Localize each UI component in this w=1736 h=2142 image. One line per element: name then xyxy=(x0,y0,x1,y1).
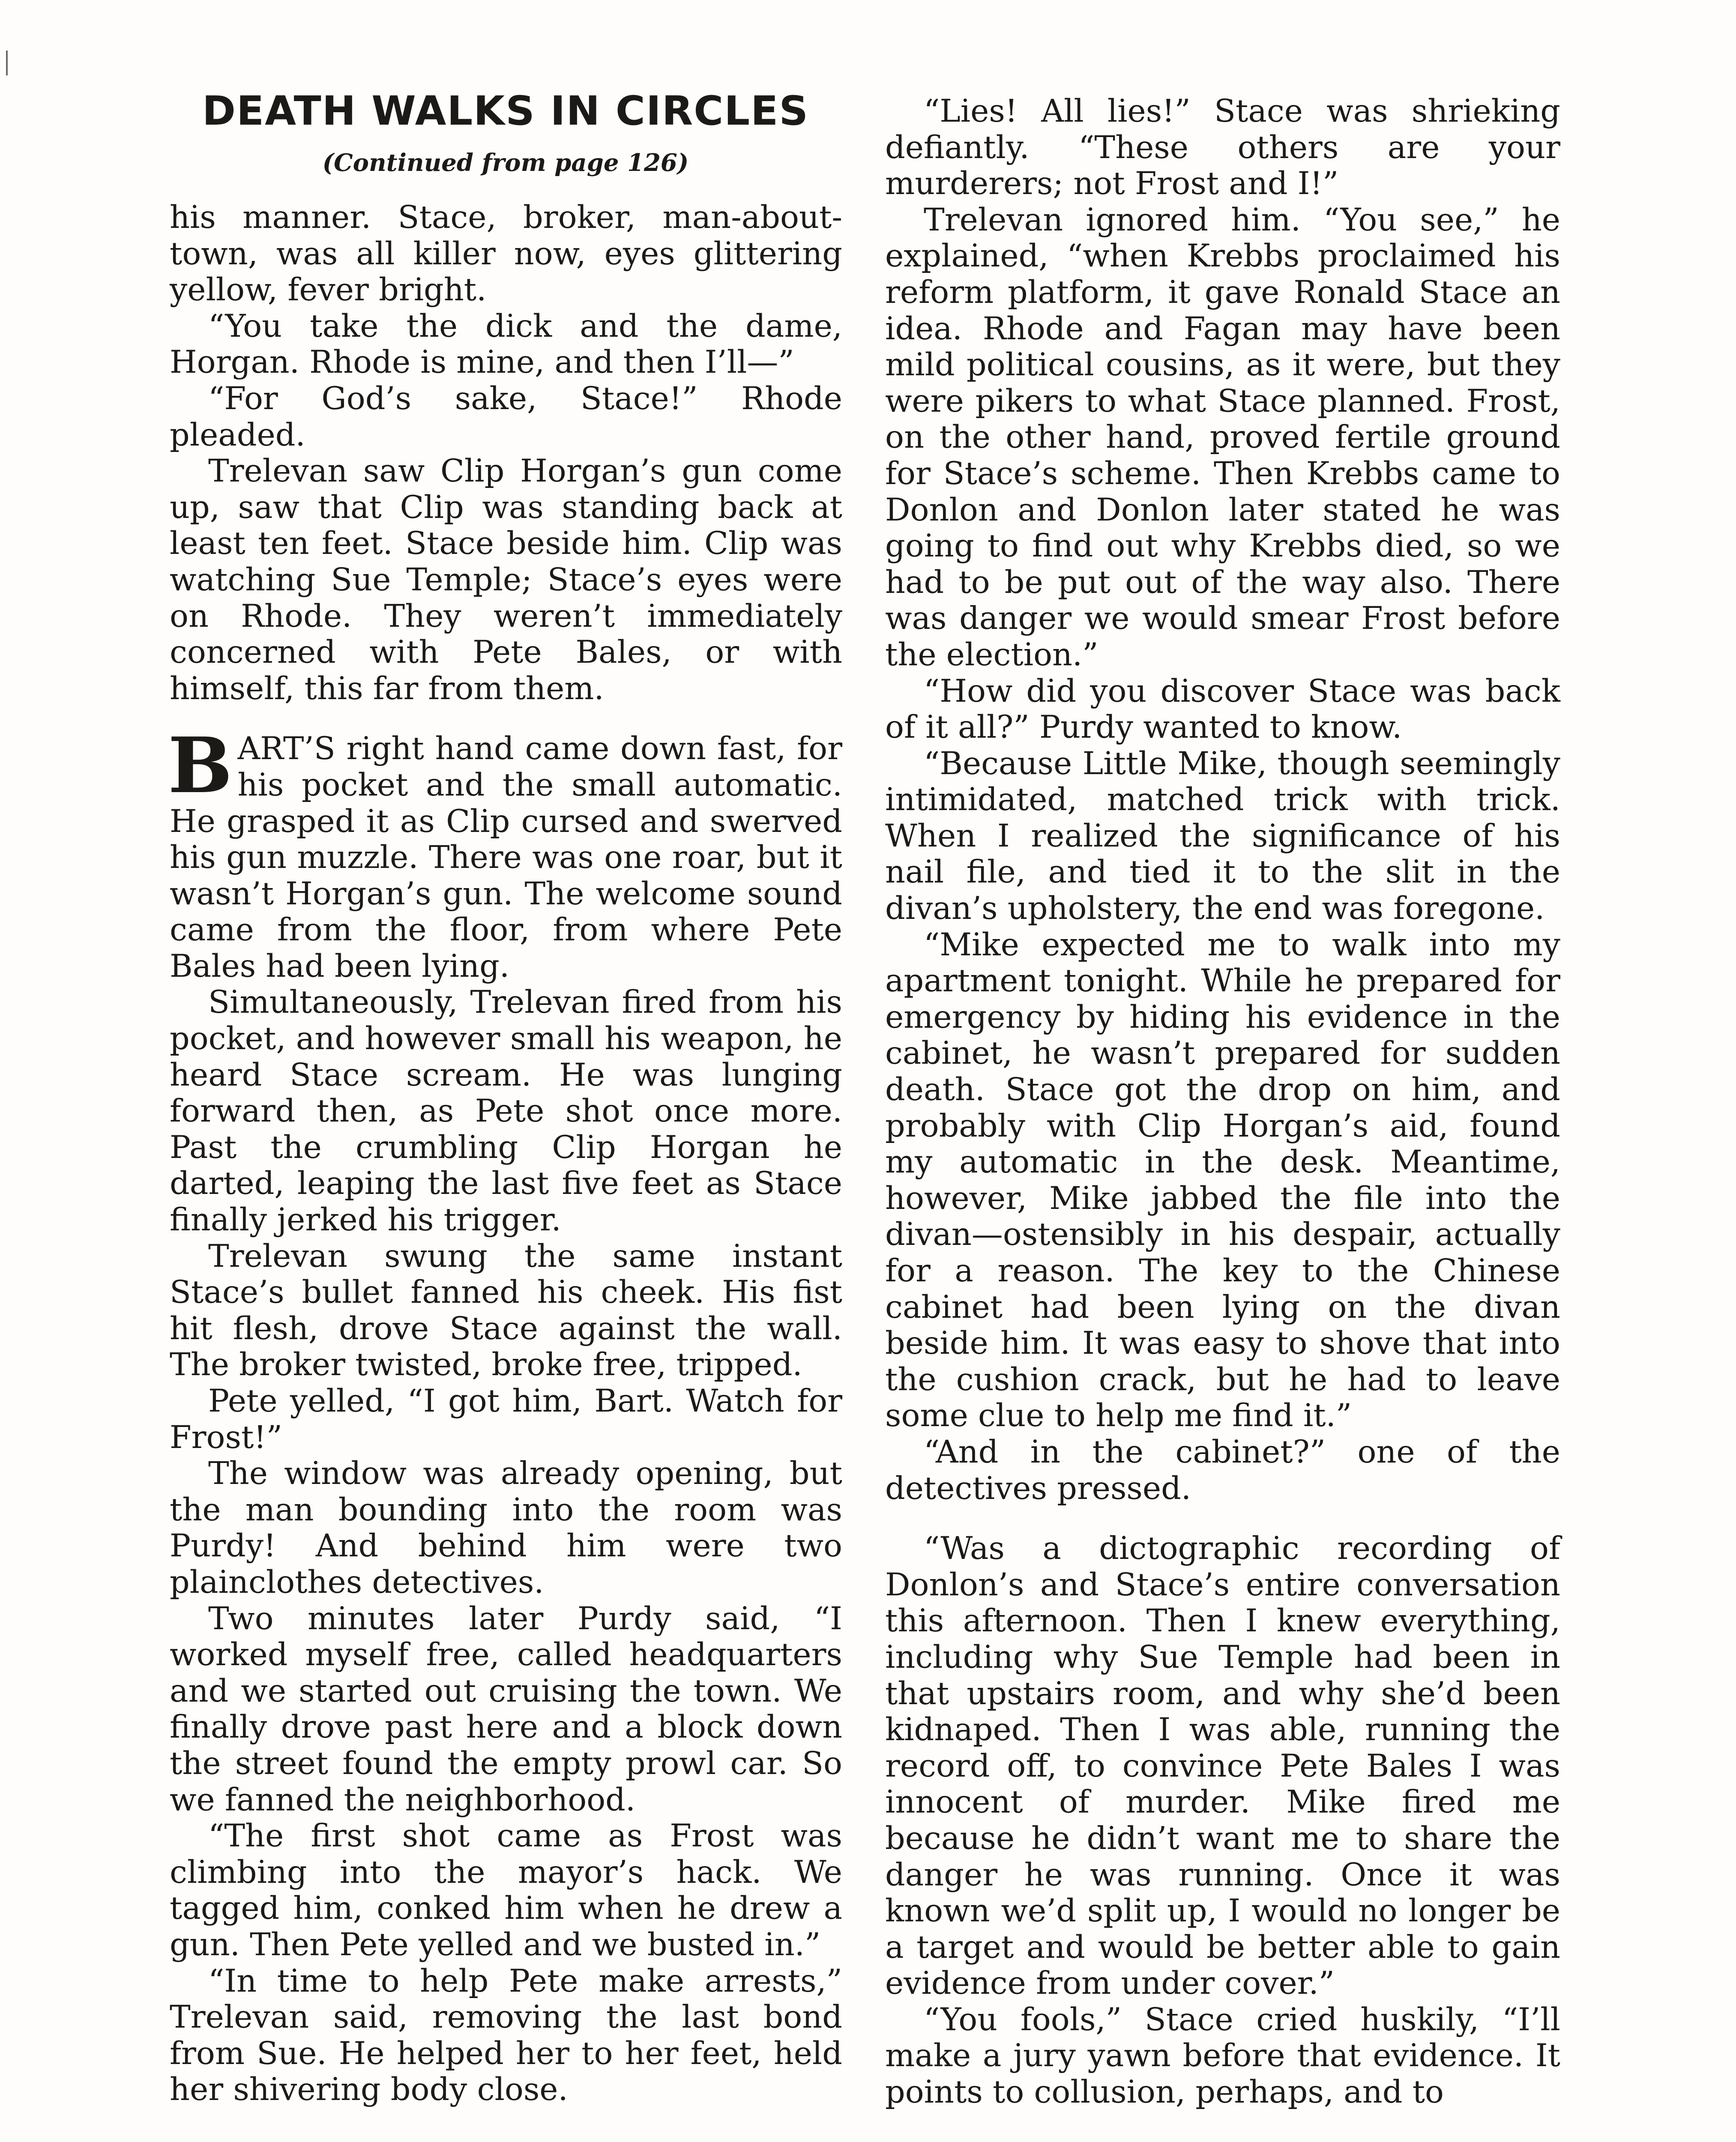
paragraph xyxy=(170,1239,842,1383)
paragraph-text: “And in the cabinet?” one of the detectives pressed. xyxy=(885,1433,1560,1507)
paragraph xyxy=(885,202,1560,673)
paragraph xyxy=(170,200,842,308)
paragraph-text: The window was already opening, but the man bounding into the room was Purdy! And behind him were two plainclothes detectives. xyxy=(170,1455,842,1601)
paragraph-text: “Lies! All lies!” Stace was shrieking defiantly. “These others are your murderers; not Frost and I!” xyxy=(885,93,1560,202)
paragraph xyxy=(170,1383,842,1456)
paragraph-text: “Because Little Mike, though seemingly intimidated, matched trick with trick. When I realized the significance of his nail file, and tied it to the slit in the divan’s upholstery, the end was foregone. xyxy=(885,745,1560,927)
margin-mark xyxy=(6,51,8,75)
paragraph xyxy=(885,1434,1560,1507)
continued-note: (Continued from page 126) xyxy=(322,149,689,177)
paragraph xyxy=(885,93,1560,202)
paragraph xyxy=(170,1963,842,2108)
paragraph xyxy=(885,927,1560,1434)
paragraph xyxy=(170,381,842,453)
paragraph xyxy=(885,1531,1560,2002)
right-column xyxy=(885,93,1560,2111)
paragraph xyxy=(170,1818,842,1963)
paragraph-text: “Mike expected me to walk into my apartment tonight. While he prepared for emergency by hiding his evidence in the cabinet, he wasn’t prepared for sudden death. Stace got the drop on him, and probably with Clip Horgan’s aid, found my automatic in the desk. Meantime, however, Mike jabbed the file into the divan—ostensibly in his despair, actually for a reason. The key to the Chinese cabinet had been lying on the divan beside him. It was easy to shove that into the cushion crack, but he had to leave some clue to help me find it.” xyxy=(885,926,1560,1434)
paragraph-text: Simultaneously, Trelevan fired from his pocket, and however small his weapon, he heard Stace scream. He was lunging forward then, as Pete shot once more. Past the crumbling Clip Horgan he darted, leaping the last five feet as Stace finally jerked his trigger. xyxy=(170,984,842,1239)
paragraph-text: “How did you discover Stace was back of it all?” Purdy wanted to know. xyxy=(885,673,1560,746)
paragraph xyxy=(885,2002,1560,2111)
paragraph xyxy=(170,308,842,381)
drop-cap: B xyxy=(168,721,233,811)
paragraph xyxy=(170,1601,842,1819)
paragraph-text: “The first shot came as Frost was climbing into the mayor’s hack. We tagged him, conked him when he drew a gun. Then Pete yelled and we busted in.” xyxy=(170,1818,842,1963)
paragraph-text: “For God’s sake, Stace!” Rhode pleaded. xyxy=(170,380,842,453)
paragraph xyxy=(170,453,842,707)
paragraph-text: “You take the dick and the dame, Horgan. Rhode is mine, and then I’ll—” xyxy=(170,308,842,381)
paragraph-text: Trelevan swung the same instant Stace’s bullet fanned his cheek. His fist hit flesh, drove Stace against the wall. The broker twisted, broke free, tripped. xyxy=(170,1238,842,1383)
paragraph xyxy=(885,746,1560,927)
paragraph-text: Pete yelled, “I got him, Bart. Watch for Frost!” xyxy=(170,1383,842,1456)
paragraph-text: his manner. Stace, broker, man-about-town, was all killer now, eyes glittering yellow, fever bright. xyxy=(170,199,842,308)
paragraph-text: “Was a dictographic recording of Donlon’s and Stace’s entire conversation this afternoon. Then I knew everything, including why Sue Temple had been in that upstairs room, and why she’d been kidnaped. Then I was able, running the record off, to convince Pete Bales I was innocent of murder. Mike fired me because he didn’t want me to share the danger he was running. Once it was known we’d split up, I would no longer be a target and would be better able to gain evidence from under cover.” xyxy=(885,1530,1560,2002)
article-title: DEATH WALKS IN CIRCLES xyxy=(202,88,809,135)
paragraph xyxy=(885,673,1560,746)
paragraph xyxy=(168,721,842,984)
paragraph-text: Two minutes later Purdy said, “I worked myself free, called headquarters and we started out cruising the town. We finally drove past here and a block down the street found the empty prowl car. So we fanned the neighborhood. xyxy=(170,1600,842,1818)
paragraph-text: “In time to help Pete make arrests,” Trelevan said, removing the last bond from Sue. He helped her to her feet, held her shivering body close. xyxy=(170,1963,842,2108)
paragraph-text: “You fools,” Stace cried huskily, “I’ll make a jury yawn before that evidence. It points to collusion, perhaps, and to xyxy=(885,2001,1560,2111)
paragraph-text: Trelevan ignored him. “You see,” he explained, “when Krebbs proclaimed his reform platform, it gave Ronald Stace an idea. Rhode and Fagan may have been mild political cousins, as it were, but they were pikers to what Stace planned. Frost, on the other hand, proved fertile ground for Stace’s scheme. Then Krebbs came to Donlon and Donlon later stated he was going to find out why Krebbs died, so we had to be put out of the way also. There was danger we would smear Frost before the election.” xyxy=(885,201,1560,673)
paragraph-text: ART’S right hand came down fast, for his pocket and the small automatic. He grasped it as Clip cursed and swerved his gun muzzle. There was one roar, but it wasn’t Horgan’s gun. The welcome sound came from the floor, from where Pete Bales had been lying. xyxy=(170,730,842,984)
paragraph xyxy=(170,1456,842,1601)
left-column xyxy=(170,200,842,2108)
paragraph xyxy=(170,984,842,1238)
paragraph-text: Trelevan saw Clip Horgan’s gun come up, saw that Clip was standing back at least ten feet. Stace beside him. Clip was watching Sue Temple; Stace’s eyes were on Rhode. They weren’t immediately concerned with Pete Bales, or with himself, this far from them. xyxy=(170,453,842,707)
